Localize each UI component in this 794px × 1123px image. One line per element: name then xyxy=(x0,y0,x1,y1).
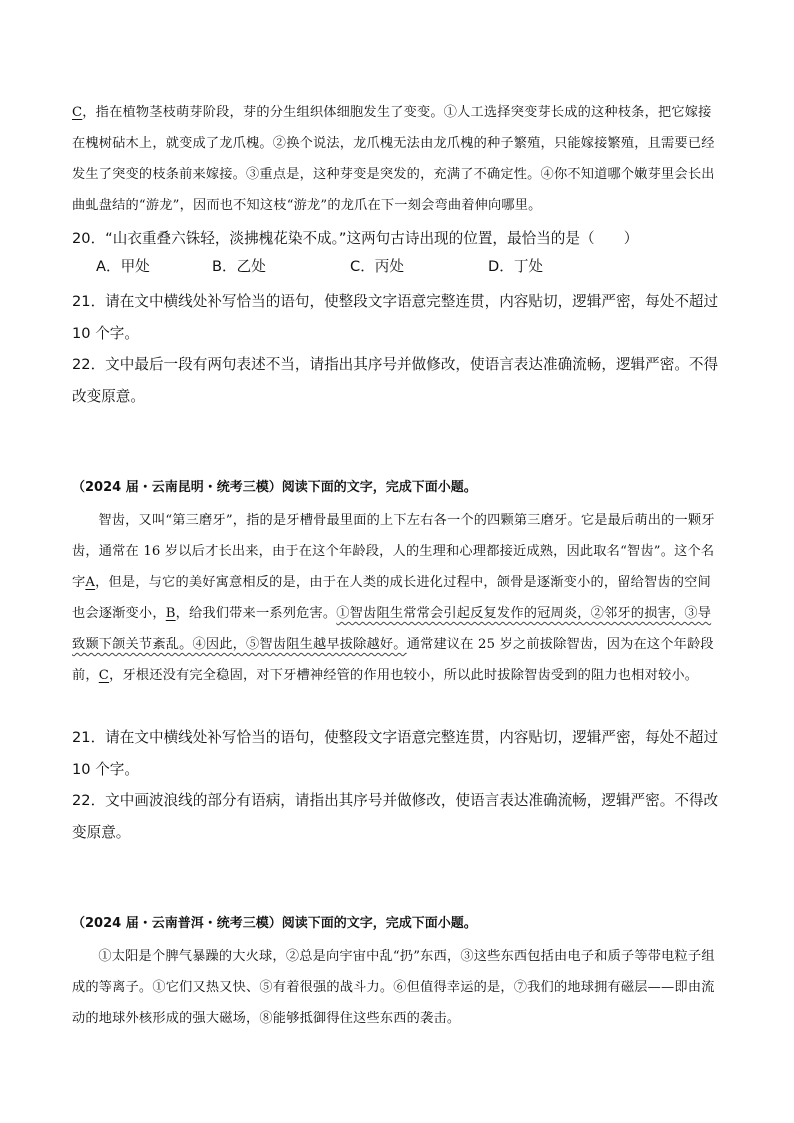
blank-b: B xyxy=(165,606,176,621)
wavy-underlined-sentences: ①智齿阻生常常会引起反复发作的冠周炎，②邻牙的损害，③导致颞下颌关节紊乱。④因此，⑤智齿阻生越早拔除越好。 xyxy=(72,606,712,652)
passage-3: ①太阳是个脾气暴躁的大火球，②总是向宇宙中乱“扔”东西，③这些东西包括由电子和质子等带电粒子组成的等离子。①它们又热又快、⑤有着很强的战斗力。⑥但值得幸运的是，⑦我们的地球拥有磁层——即由流动的地球外核形成的强大磁场，⑧能够抵御得住这些东西的袭击。 xyxy=(72,949,715,1026)
question-20: 20．“山衣重叠六铢轻，淡拂槐花染不成。”这两句古诗出现的位置，最恰当的是（ ） xyxy=(72,230,639,247)
blank-a: A xyxy=(85,575,96,590)
passage-2-text-1: 智齿，又叫“第三磨牙”，指的是牙槽骨最里面的上下左右各一个的四颗第三磨牙。它是最后萌出的一颗牙齿，通常在 16 岁以后才长出来，由于在这个年龄段，人的生理和心理都接近成熟，因此取名“智齿”。这个名字 xyxy=(72,513,715,590)
question-21-b: 21．请在文中横线处补写恰当的语句，使整段文字语意完整连贯，内容贴切，逻辑严密，每处不超过 10 个字。 xyxy=(72,729,719,778)
passage-2-text-4: 通常建议在 25 岁之前拔除智齿，因为在这个年龄段前， xyxy=(72,637,714,683)
question-21: 21．请在文中横线处补写恰当的语句，使整段文字语意完整连贯，内容贴切，逻辑严密，每处不超过 10 个字。 xyxy=(72,293,719,342)
section-2-header: （2024 届・云南昆明・统考三模）阅读下面的文字，完成下面小题。 xyxy=(72,480,477,495)
passage-2-text-2: ，但是，与它的美好寓意相反的是，由于在人类的成长进化过程中，颌骨是逐渐变小的，留给智齿的空间也会逐渐变小， xyxy=(72,575,711,621)
blank-c: C xyxy=(72,105,83,120)
question-22-b: 22．文中画波浪线的部分有语病，请指出其序号并做修改，使语言表达准确流畅，逻辑严密。不得改变原意。 xyxy=(72,792,719,841)
passage-2 xyxy=(72,505,724,691)
question-22: 22．文中最后一段有两句表述不当，请指出其序号并做修改，使语言表达准确流畅，逻辑严密。不得改变原意。 xyxy=(72,356,719,405)
passage-1-text: ，指在植物茎枝萌芽阶段，芽的分生组织体细胞发生了变变。①人工选择突变芽长成的这种枝条，把它嫁接在槐树砧木上，就变成了龙爪槐。②换个说法，龙爪槐无法由龙爪槐的种子繁殖，只能嫁接繁殖，且需要已经发生了突变的枝条前来嫁接。③重点是，这种芽变是突发的，充满了不确定性。④你不知道哪个嫩芽里会长出曲虬盘结的“游龙”，因而也不知这枝“游龙”的龙爪在下一刻会弯曲着伸向哪里。 xyxy=(72,105,715,213)
option-c[interactable]: C．丙处 xyxy=(350,258,404,275)
section-3-header: （2024 届・云南普洱・统考三模）阅读下面的文字，完成下面小题。 xyxy=(72,916,477,931)
passage-1 xyxy=(72,97,724,221)
blank-c-2: C xyxy=(98,668,110,683)
passage-2-text-3: ，给我们带来一系列危害。 xyxy=(175,606,337,621)
option-b[interactable]: B．乙处 xyxy=(212,258,266,275)
option-d[interactable]: D．丁处 xyxy=(488,258,544,275)
option-a[interactable]: A．甲处 xyxy=(96,258,150,275)
question-20-options xyxy=(96,255,656,281)
passage-2-text-5: ，牙根还没有完全稳固，对下牙槽神经管的作用也较小，所以此时拔除智齿受到的阻力也相对较小。 xyxy=(109,668,699,683)
